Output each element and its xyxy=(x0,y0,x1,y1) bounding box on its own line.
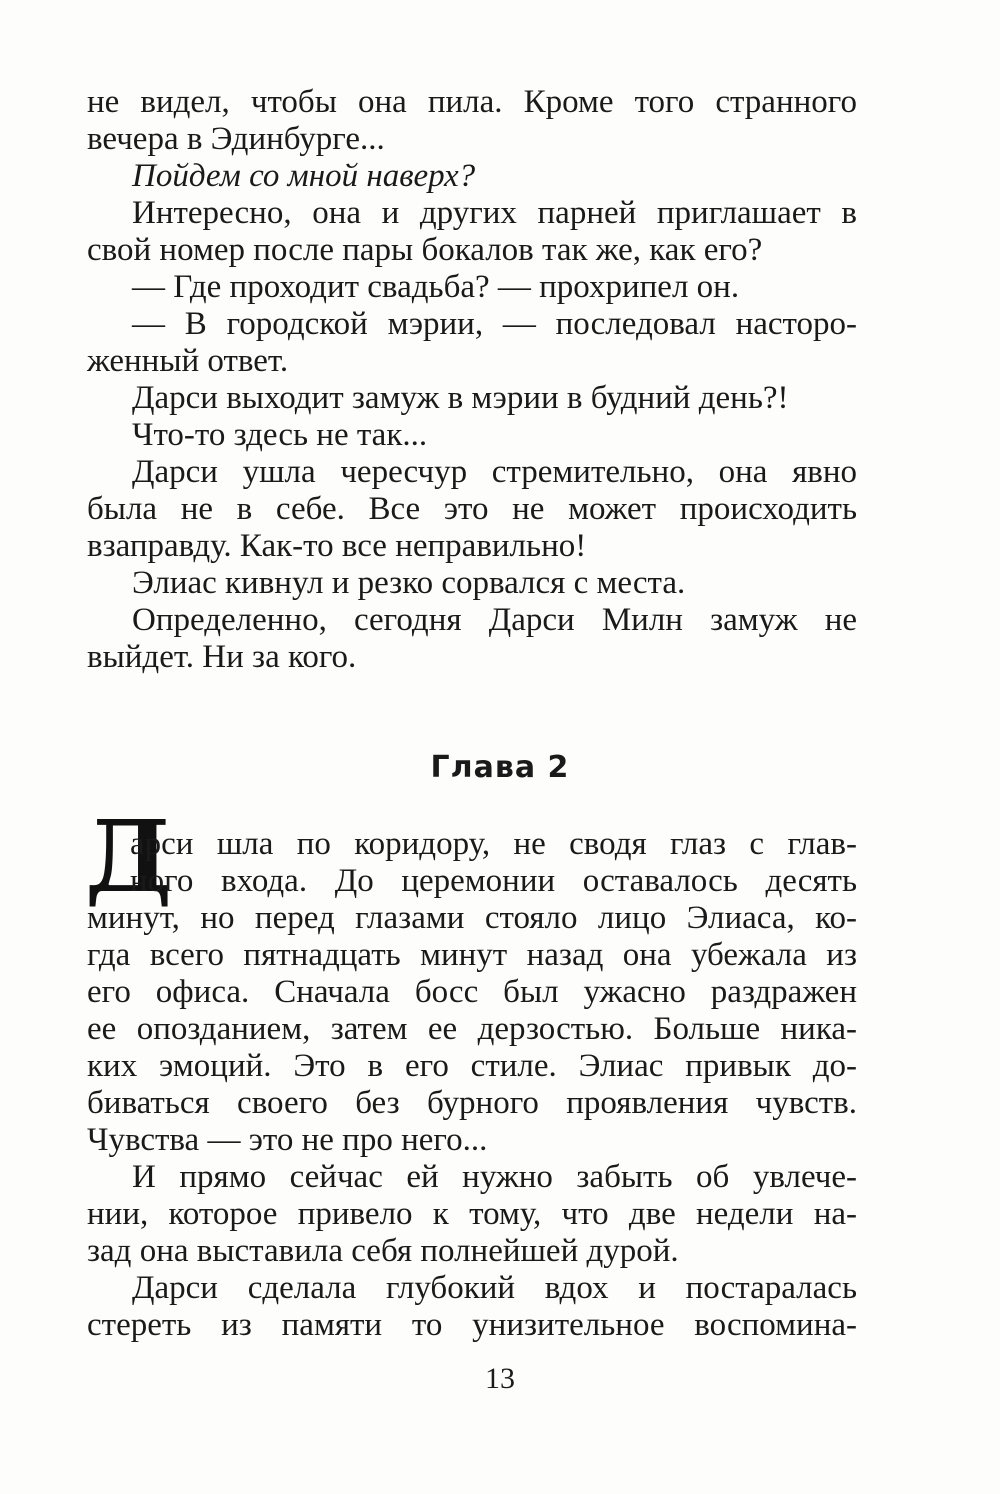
text-line: Элиас кивнул и резко сорвался с места. xyxy=(132,565,686,601)
text-line: женный ответ. xyxy=(87,343,289,379)
text-line: Чувства — это не про него... xyxy=(87,1122,488,1158)
text-line: Определенно, сегодня Дарси Милн замуж не xyxy=(132,602,857,638)
dialogue-line: — В городской мэрии, — последовал насторо- xyxy=(132,306,857,342)
text-line: Дарси выходит замуж в мэрии в будний день?! xyxy=(132,380,789,416)
text-line: выйдет. Ни за кого. xyxy=(87,639,357,675)
text-line: И прямо сейчас ей нужно забыть об увлече- xyxy=(132,1159,857,1195)
text-line: гда всего пятнадцать минут назад она убежала из xyxy=(87,937,857,973)
text-line: биваться своего без бурного проявления чувств. xyxy=(87,1085,857,1121)
page-number: 13 xyxy=(485,1362,515,1395)
drop-cap: Д xyxy=(85,800,173,915)
text-line: минут, но перед глазами стояло лицо Элиаса, ко- xyxy=(87,900,857,936)
text-line: Дарси сделала глубокий вдох и постаралась xyxy=(132,1270,857,1306)
text-line: ее опозданием, затем ее дерзостью. Больше ника- xyxy=(87,1011,857,1047)
text-line: взаправду. Как-то все неправильно! xyxy=(87,528,587,564)
text-line: стереть из памяти то унизительное воспомина- xyxy=(87,1307,857,1343)
chapter-heading: Глава 2 xyxy=(430,750,570,785)
text-line: арси шла по коридору, не сводя глаз с глав- xyxy=(130,826,857,862)
text-line: вечера в Эдинбурге... xyxy=(87,121,385,157)
text-line: Дарси ушла чересчур стремительно, она явно xyxy=(132,454,857,490)
italic-quote: Пойдем со мной наверх? xyxy=(132,158,476,194)
text-line: Интересно, она и других парней приглашает в xyxy=(132,195,857,231)
text-line: его офиса. Сначала босс был ужасно раздражен xyxy=(87,974,857,1010)
text-line: ного входа. До церемонии оставалось десять xyxy=(130,863,857,899)
text-line: не видел, чтобы она пила. Кроме того странного xyxy=(87,84,857,120)
text-line: была не в себе. Все это не может происходить xyxy=(87,491,857,527)
dialogue-line: — Где проходит свадьба? — прохрипел он. xyxy=(132,269,740,305)
text-line: нии, которое привело к тому, что две недели на- xyxy=(87,1196,857,1232)
text-line: ких эмоций. Это в его стиле. Элиас привык до- xyxy=(87,1048,857,1084)
text-line: свой номер после пары бокалов так же, как его? xyxy=(87,232,763,268)
chapter-two-opening xyxy=(87,826,857,1344)
chapter-one-ending xyxy=(87,84,857,676)
text-line: зад она выставила себя полнейшей дурой. xyxy=(87,1233,679,1269)
text-line: Что-то здесь не так... xyxy=(132,417,428,453)
